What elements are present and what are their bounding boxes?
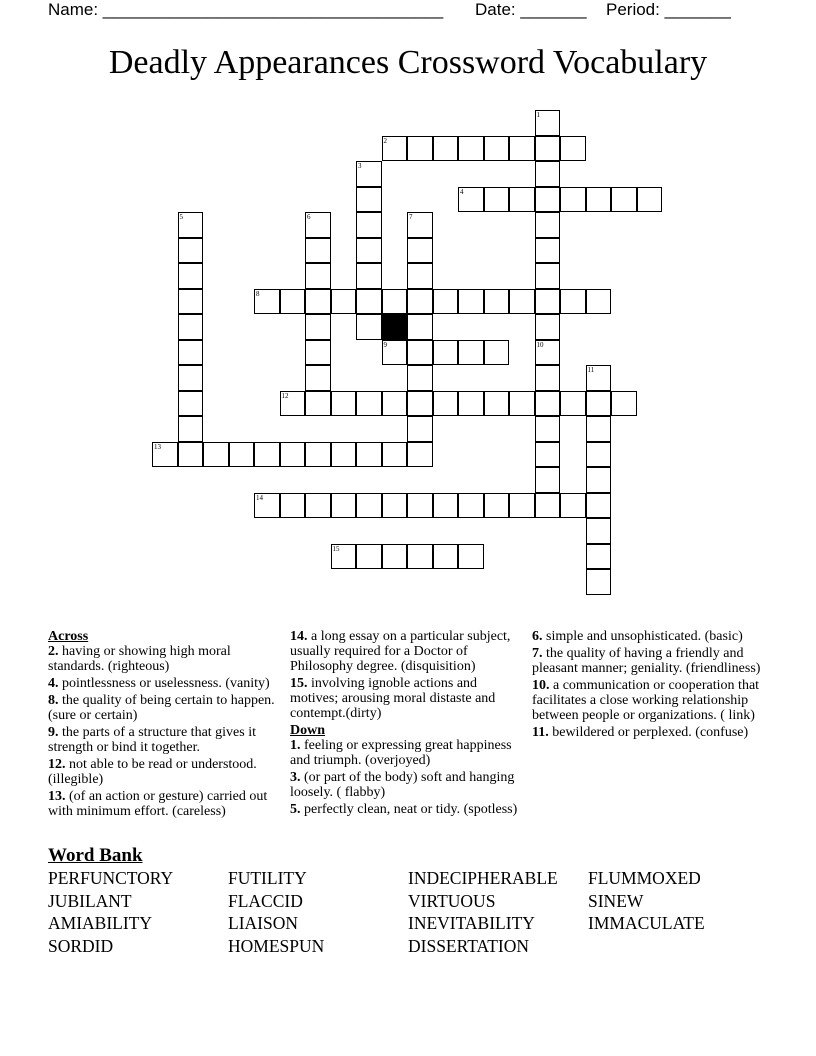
word-bank-entry: SORDID — [48, 936, 114, 957]
clue-item — [48, 725, 276, 755]
grid-cell[interactable] — [535, 136, 561, 162]
clue-item — [48, 789, 276, 819]
word-bank-entry: IMMACULATE — [588, 913, 705, 934]
clue-number: 5 — [179, 213, 183, 221]
grid-cell[interactable] — [535, 314, 561, 340]
grid-cell[interactable] — [178, 289, 204, 315]
grid-cell[interactable] — [458, 289, 484, 315]
page-title: Deadly Appearances Crossword Vocabulary — [108, 44, 708, 81]
grid-cell[interactable] — [611, 187, 637, 213]
grid-cell[interactable] — [382, 289, 408, 315]
date-field: Date: _______ — [475, 0, 587, 19]
grid-cell[interactable] — [535, 467, 561, 493]
grid-cell[interactable] — [178, 391, 204, 417]
grid-cell[interactable] — [586, 518, 612, 544]
word-bank-entry: FLACCID — [228, 890, 303, 911]
grid-cell[interactable] — [356, 289, 382, 315]
grid-cell[interactable] — [586, 187, 612, 213]
grid-cell[interactable] — [305, 365, 331, 391]
clues-column-3 — [532, 629, 772, 742]
grid-cell[interactable] — [535, 442, 561, 468]
clue-item — [532, 678, 772, 723]
grid-cell[interactable] — [382, 544, 408, 570]
grid-cell[interactable] — [356, 187, 382, 213]
grid-cell[interactable] — [560, 136, 586, 162]
clue-text: having or showing high moral standards. (righteous) — [48, 644, 231, 674]
grid-cell[interactable] — [178, 365, 204, 391]
grid-cell[interactable] — [586, 391, 612, 417]
clue-number: 12 — [281, 391, 289, 400]
grid-cell[interactable] — [280, 289, 306, 315]
word-bank-entry: FLUMMOXED — [588, 868, 701, 888]
grid-cell[interactable] — [611, 391, 637, 417]
grid-cell[interactable] — [407, 136, 433, 162]
word-bank-entry: SINEW — [588, 890, 644, 911]
clue-number-label: 9. — [48, 725, 59, 740]
clue-item — [290, 738, 526, 768]
grid-cell[interactable] — [433, 493, 459, 519]
grid-cell[interactable] — [178, 416, 204, 442]
clue-number: 14 — [256, 493, 263, 502]
clue-number: 13 — [154, 442, 161, 451]
grid-cell[interactable] — [509, 493, 535, 519]
clue-item — [290, 770, 526, 800]
grid-cell[interactable] — [509, 187, 535, 213]
clues-column-1 — [48, 629, 276, 821]
clue-text: pointlessness or uselessness. (vanity) — [58, 676, 270, 691]
clue-item — [48, 676, 276, 691]
grid-cell[interactable] — [178, 314, 204, 340]
grid-cell[interactable] — [407, 442, 433, 468]
grid-cell[interactable] — [484, 340, 510, 366]
clue-item — [48, 757, 276, 787]
grid-cell[interactable] — [356, 442, 382, 468]
grid-cell[interactable] — [433, 340, 459, 366]
grid-cell[interactable] — [280, 493, 306, 519]
grid-cell[interactable] — [331, 391, 357, 417]
grid-cell[interactable] — [433, 289, 459, 315]
clue-number: 9 — [383, 340, 387, 349]
clue-item — [48, 644, 276, 674]
grid-cell[interactable] — [407, 289, 433, 315]
clue-number: 2 — [383, 136, 387, 145]
clue-number: 8 — [256, 289, 260, 298]
grid-cell[interactable] — [356, 544, 382, 570]
black-cell — [382, 314, 408, 340]
word-bank-title: Word Bank — [48, 845, 143, 866]
grid-cell[interactable] — [458, 391, 484, 417]
word-bank-entry: HOMESPUN — [228, 936, 325, 957]
word-bank-entry: FUTILITY — [228, 868, 307, 888]
clue-number: 10 — [536, 340, 544, 349]
grid-cell[interactable] — [535, 493, 561, 519]
clue-number-label: 7. — [532, 646, 543, 661]
grid-cell[interactable] — [356, 314, 382, 340]
grid-cell[interactable] — [382, 493, 408, 519]
down-heading: Down — [290, 723, 326, 738]
grid-cell[interactable] — [484, 493, 510, 519]
grid-cell[interactable] — [458, 136, 484, 162]
grid-cell[interactable] — [586, 467, 612, 493]
grid-cell[interactable] — [305, 493, 331, 519]
grid-cell[interactable] — [407, 391, 433, 417]
grid-cell[interactable] — [535, 212, 561, 238]
clue-item — [532, 725, 772, 740]
grid-cell[interactable] — [331, 289, 357, 315]
clue-number-label: 11. — [532, 725, 549, 740]
clue-number: 15 — [332, 544, 340, 553]
grid-cell[interactable] — [586, 289, 612, 315]
grid-cell[interactable] — [586, 544, 612, 570]
clue-number-label: 13. — [48, 789, 66, 804]
grid-cell[interactable] — [407, 314, 433, 340]
grid-cell[interactable] — [433, 544, 459, 570]
grid-cell[interactable] — [407, 544, 433, 570]
grid-cell[interactable] — [382, 442, 408, 468]
clue-number: 11 — [587, 366, 595, 374]
grid-cell[interactable] — [560, 493, 586, 519]
grid-cell[interactable] — [535, 365, 561, 391]
grid-cell[interactable] — [407, 493, 433, 519]
grid-cell[interactable] — [535, 187, 561, 213]
clue-item — [290, 802, 526, 817]
clue-text: feeling or expressing great happiness and triumph. (overjoyed) — [290, 738, 512, 768]
grid-cell[interactable] — [637, 187, 663, 213]
grid-cell[interactable] — [560, 289, 586, 315]
grid-cell[interactable] — [407, 238, 433, 264]
grid-cell[interactable] — [356, 391, 382, 417]
clue-number-label: 15. — [290, 676, 308, 691]
grid-cell[interactable] — [331, 493, 357, 519]
clue-number: 6 — [307, 213, 311, 221]
grid-cell[interactable] — [535, 416, 561, 442]
period-field: Period: _______ — [606, 0, 731, 19]
grid-cell[interactable] — [535, 238, 561, 264]
clue-number: 1 — [536, 111, 540, 119]
grid-cell[interactable] — [254, 442, 280, 468]
clue-text: (of an action or gesture) carried out with minimum effort. (careless) — [48, 789, 268, 819]
clue-text: a communication or cooperation that facilitates a close working relationship between people or organizations. ( link) — [532, 678, 760, 723]
word-bank-entry: LIAISON — [228, 913, 298, 934]
clue-item — [48, 693, 276, 723]
clue-number-label: 14. — [290, 629, 308, 644]
grid-cell[interactable] — [356, 238, 382, 264]
clue-number-label: 1. — [290, 738, 301, 753]
clue-number-label: 12. — [48, 757, 66, 772]
grid-cell[interactable] — [407, 340, 433, 366]
grid-cell[interactable] — [229, 442, 255, 468]
clue-text: the parts of a structure that gives it strength or bind it together. — [48, 725, 256, 755]
grid-cell[interactable] — [178, 238, 204, 264]
grid-cell[interactable] — [586, 442, 612, 468]
grid-cell[interactable] — [433, 136, 459, 162]
grid-cell[interactable] — [433, 391, 459, 417]
clue-text: perfectly clean, neat or tidy. (spotless) — [300, 802, 518, 817]
grid-cell[interactable] — [178, 442, 204, 468]
clue-text: (or part of the body) soft and hanging loosely. ( flabby) — [290, 770, 515, 800]
grid-cell[interactable] — [305, 340, 331, 366]
clue-text: bewildered or perplexed. (confuse) — [548, 725, 749, 740]
grid-cell[interactable] — [407, 416, 433, 442]
clue-text: the quality of having a friendly and pleasant manner; geniality. (friendliness) — [532, 646, 761, 676]
grid-cell[interactable] — [484, 391, 510, 417]
grid-cell[interactable] — [484, 289, 510, 315]
grid-cell[interactable] — [509, 136, 535, 162]
grid-cell[interactable] — [305, 238, 331, 264]
grid-cell[interactable] — [356, 212, 382, 238]
grid-cell[interactable] — [407, 263, 433, 289]
clue-item — [290, 676, 526, 721]
clue-text: simple and unsophisticated. (basic) — [542, 629, 743, 644]
grid-cell[interactable] — [484, 187, 510, 213]
word-bank-entry: JUBILANT — [48, 890, 132, 911]
grid-cell[interactable] — [484, 136, 510, 162]
clues-column-2 — [290, 629, 526, 819]
word-bank-entry: INEVITABILITY — [408, 913, 535, 934]
grid-cell[interactable] — [458, 493, 484, 519]
grid-cell[interactable] — [178, 340, 204, 366]
grid-cell[interactable] — [535, 263, 561, 289]
clue-item — [532, 646, 772, 676]
grid-cell[interactable] — [331, 442, 357, 468]
word-bank-entry: PERFUNCTORY — [48, 868, 174, 888]
grid-cell[interactable] — [382, 391, 408, 417]
grid-cell[interactable] — [305, 314, 331, 340]
grid-cell[interactable] — [305, 263, 331, 289]
grid-cell[interactable] — [586, 569, 612, 595]
grid-cell[interactable] — [535, 289, 561, 315]
clue-number-label: 6. — [532, 629, 543, 644]
clue-item — [532, 629, 772, 644]
clue-number-label: 4. — [48, 676, 59, 691]
clue-text: the quality of being certain to happen. (sure or certain) — [48, 693, 275, 723]
grid-cell[interactable] — [586, 493, 612, 519]
word-bank-entry: AMIABILITY — [48, 913, 153, 934]
clue-number: 3 — [358, 162, 362, 170]
grid-cell[interactable] — [458, 340, 484, 366]
clue-number-label: 5. — [290, 802, 301, 817]
clue-number-label: 10. — [532, 678, 550, 693]
across-heading: Across — [48, 629, 89, 644]
name-field: Name: ____________________________________ — [48, 0, 444, 19]
grid-cell[interactable] — [560, 187, 586, 213]
clue-text: not able to be read or understood. (illegible) — [48, 757, 257, 787]
grid-cell[interactable] — [560, 391, 586, 417]
grid-cell[interactable] — [280, 442, 306, 468]
clue-number-label: 3. — [290, 770, 301, 785]
grid-cell[interactable] — [356, 493, 382, 519]
grid-cell[interactable] — [305, 391, 331, 417]
grid-cell[interactable] — [458, 544, 484, 570]
grid-cell[interactable] — [305, 442, 331, 468]
grid-cell[interactable] — [407, 365, 433, 391]
word-bank-entry: INDECIPHERABLE — [408, 868, 558, 888]
grid-cell[interactable] — [203, 442, 229, 468]
word-bank-entry: DISSERTATION — [408, 936, 530, 957]
clue-number-label: 2. — [48, 644, 59, 659]
word-bank-entry: VIRTUOUS — [408, 890, 496, 911]
grid-cell[interactable] — [305, 289, 331, 315]
grid-cell[interactable] — [178, 263, 204, 289]
clue-text: a long essay on a particular subject, usually required for a Doctor of Philosophy degree. (disquisition) — [290, 629, 511, 674]
grid-cell[interactable] — [535, 161, 561, 187]
grid-cell[interactable] — [509, 391, 535, 417]
grid-cell[interactable] — [586, 416, 612, 442]
grid-cell[interactable] — [535, 391, 561, 417]
clue-number: 7 — [409, 213, 413, 221]
grid-cell[interactable] — [509, 289, 535, 315]
grid-cell[interactable] — [356, 263, 382, 289]
clue-number-label: 8. — [48, 693, 59, 708]
clue-text: involving ignoble actions and motives; arousing moral distaste and contempt.(dirty) — [290, 676, 496, 721]
clue-item — [290, 629, 526, 674]
clue-number: 4 — [460, 187, 464, 196]
